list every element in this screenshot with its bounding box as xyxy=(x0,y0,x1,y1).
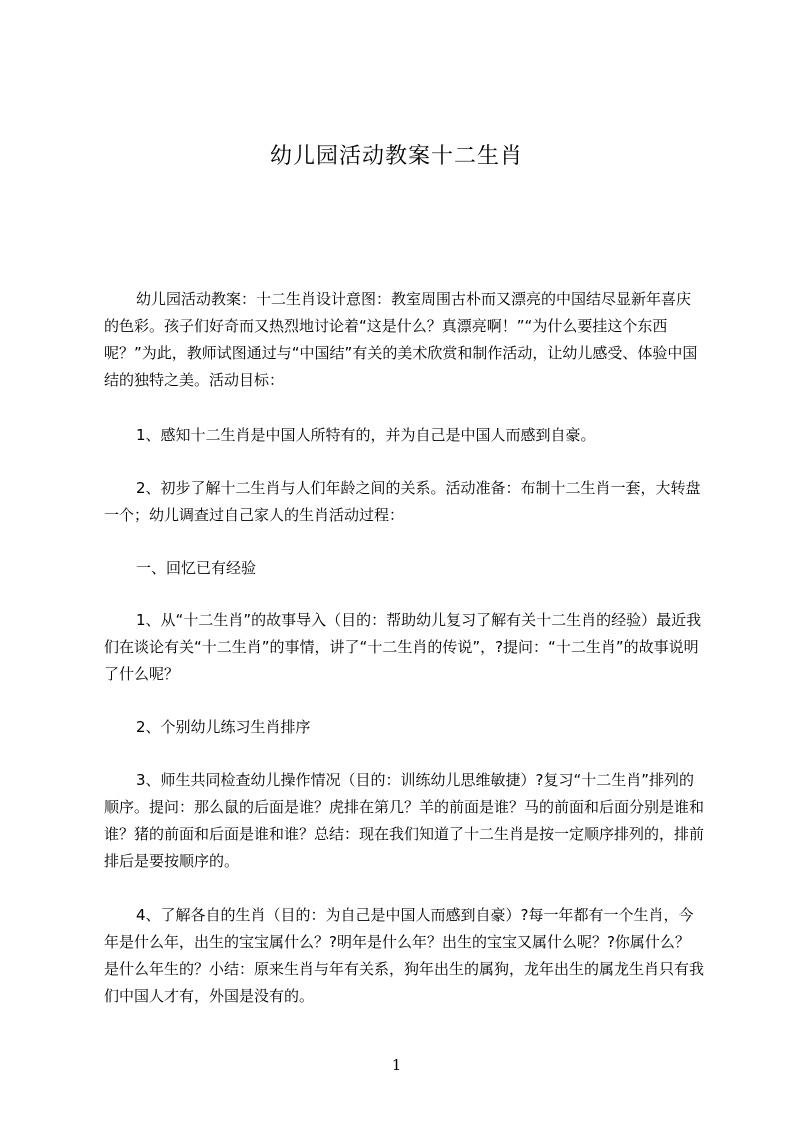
page-number: 1 xyxy=(391,1056,402,1074)
document-title: 幼儿园活动教案十二生肖 xyxy=(269,144,523,169)
section-heading-review: 一、回忆已有经验 xyxy=(136,559,257,577)
step-4-paragraph: 4、了解各自的生肖（目的：为自己是中国人而感到自豪）?每一年都有一个生肖，今年是什么年，出生的宝宝属什么？?明年是什么年？出生的宝宝又属什么呢？?你属什么？是什么年生的？小结：原来生肖与年有关系，狗年出生的属狗，龙年出生的属龙生肖只有我们中国人才有，外国是没有的。 xyxy=(104,906,705,1005)
goal-1-paragraph: 1、感知十二生肖是中国人所特有的，并为自己是中国人而感到自豪。 xyxy=(136,426,596,444)
goal-2-paragraph: 2、初步了解十二生肖与人们年龄之间的关系。活动准备：布制十二生肖一套，大转盘一个；幼儿调查过自己家人的生肖活动过程： xyxy=(104,479,701,524)
step-3-paragraph: 3、师生共同检查幼儿操作情况（目的：训练幼儿思维敏捷）?复习“十二生肖”排列的顺序。提问：那么鼠的后面是谁？虎排在第几？羊的前面是谁？马的前面和后面分别是谁和谁？猪的前面和后面是谁和谁？总结：现在我们知道了十二生肖是按一定顺序排列的，排前排后是要按顺序的。 xyxy=(104,771,705,870)
intro-paragraph: 幼儿园活动教案：十二生肖设计意图：教室周围古朴而又漂亮的中国结尽显新年喜庆的色彩。孩子们好奇而又热烈地讨论着“这是什么？真漂亮啊！”“为什么要挂这个东西呢？”为此，教师试图通过与“中国结”有关的美术欣赏和制作活动，让幼儿感受、体验中国结的独特之美。活动目标： xyxy=(104,290,698,389)
step-1-paragraph: 1、从“十二生肖”的故事导入（目的：帮助幼儿复习了解有关十二生肖的经验）最近我们在谈论有关“十二生肖”的事情，讲了“十二生肖的传说”，?提问：“十二生肖”的故事说明了什么呢？ xyxy=(104,611,702,683)
step-2-paragraph: 2、个别幼儿练习生肖排序 xyxy=(136,718,311,736)
